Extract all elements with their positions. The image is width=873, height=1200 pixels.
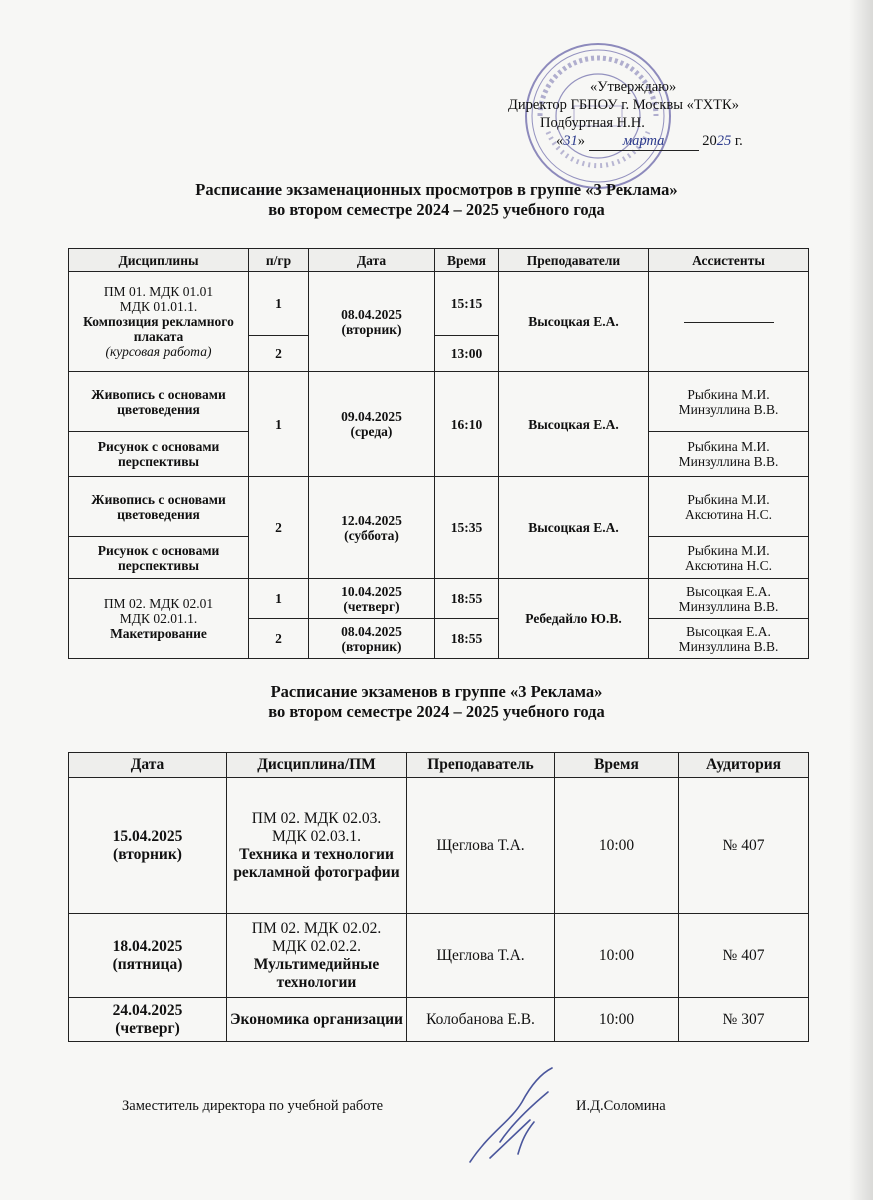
discipline-note: (курсовая работа) (105, 344, 212, 359)
date-cell (309, 477, 435, 579)
col-header: Преподаватели (499, 249, 649, 272)
assistant-cell (649, 537, 809, 579)
time-cell: 15:15 (435, 272, 499, 336)
date-value: 08.04.2025 (341, 623, 402, 639)
table-row (69, 272, 809, 336)
assistant-cell (649, 372, 809, 432)
date-month: марта (589, 132, 699, 151)
footer-name: И.Д.Соломина (576, 1098, 666, 1114)
group-cell: 1 (249, 372, 309, 477)
assistant-cell (649, 619, 809, 659)
blank-line (684, 322, 774, 323)
discipline-cell: Живопись с основами цветоведения (69, 372, 249, 432)
group-cell: 2 (249, 619, 309, 659)
approval-director: Директор ГБПОУ г. Москвы «ТХТК» (508, 97, 739, 113)
col-header: Аудитория (679, 753, 809, 778)
discipline-name: Техника и технологии рекламной фотографии (233, 845, 400, 881)
group-cell: 1 (249, 579, 309, 619)
group-cell: 2 (249, 477, 309, 579)
weekday-value: (вторник) (113, 845, 182, 863)
weekday-value: (вторник) (341, 638, 402, 654)
approval-name: Подбуртная Н.Н. (540, 115, 645, 131)
col-header: Время (555, 753, 679, 778)
exam-schedule-table (68, 752, 809, 1042)
exam-title-line1: Расписание экзаменов в группе «3 Реклама» (270, 682, 603, 701)
assistant-cell-empty (649, 272, 809, 372)
time-cell: 16:10 (435, 372, 499, 477)
assistant-name: Аксютина Н.С. (684, 506, 773, 522)
date-value: 09.04.2025 (341, 409, 402, 424)
teacher-cell: Высоцкая Е.А. (499, 372, 649, 477)
date-cell (309, 619, 435, 659)
assistant-name: Минзуллина В.В. (678, 454, 779, 469)
discipline-cell (69, 579, 249, 659)
time-cell: 18:55 (435, 579, 499, 619)
date-suffix: г. (734, 133, 743, 149)
assistant-name: Минзуллина В.В. (678, 638, 779, 654)
col-header: Ассистенты (649, 249, 809, 272)
assistant-name: Минзуллина В.В. (678, 598, 779, 614)
table-header-row (69, 753, 809, 778)
discipline-code: ПМ 02. МДК 02.01 (103, 596, 214, 611)
review-schedule-title (0, 180, 873, 220)
date-close-quote: » (577, 133, 585, 149)
date-cell (69, 914, 227, 998)
date-value: 12.04.2025 (341, 512, 402, 528)
weekday-value: (четверг) (343, 598, 400, 614)
date-value: 18.04.2025 (112, 937, 183, 955)
teacher-cell: Щеглова Т.А. (407, 778, 555, 914)
table-row (69, 998, 809, 1042)
date-open-quote: « (556, 133, 564, 149)
assistant-name: Высоцкая Е.А. (686, 623, 771, 639)
teacher-cell: Высоцкая Е.А. (499, 272, 649, 372)
table-row (69, 372, 809, 432)
discipline-cell: Рисунок с основами перспективы (69, 537, 249, 579)
review-schedule-table (68, 248, 809, 659)
table-row (69, 914, 809, 998)
discipline-cell: Экономика организации (227, 998, 407, 1042)
assistant-cell (649, 432, 809, 477)
table-row (69, 477, 809, 537)
assistant-name: Высоцкая Е.А. (686, 583, 771, 599)
date-cell (309, 272, 435, 372)
weekday-value: (пятница) (112, 955, 183, 973)
assistant-cell (649, 477, 809, 537)
col-header: Дата (309, 249, 435, 272)
date-cell (309, 579, 435, 619)
discipline-cell (227, 778, 407, 914)
room-cell: № 407 (679, 914, 809, 998)
time-cell: 13:00 (435, 336, 499, 372)
discipline-cell (227, 914, 407, 998)
group-cell: 1 (249, 272, 309, 336)
discipline-cell: Живопись с основами цветоведения (69, 477, 249, 537)
discipline-code: ПМ 02. МДК 02.02. (251, 919, 382, 937)
assistant-name: Минзуллина В.В. (678, 401, 779, 417)
discipline-subcode: МДК 02.03.1. (272, 827, 361, 845)
approval-date (500, 132, 800, 151)
col-header: п/гр (249, 249, 309, 272)
discipline-subcode: МДК 01.01.1. (119, 299, 198, 314)
date-year: 25 (716, 133, 732, 149)
date-value: 24.04.2025 (112, 1001, 183, 1019)
signature-mark (460, 1062, 580, 1172)
date-cell (69, 778, 227, 914)
discipline-cell: Рисунок с основами перспективы (69, 432, 249, 477)
discipline-cell (69, 272, 249, 372)
assistant-name: Рыбкина М.И. (687, 542, 770, 558)
approval-block (500, 78, 800, 151)
col-header: Дисциплина/ПМ (227, 753, 407, 778)
exam-schedule-title (0, 682, 873, 722)
discipline-name: Макетирование (110, 626, 207, 641)
time-cell: 18:55 (435, 619, 499, 659)
date-year-prefix: 20 (702, 133, 717, 149)
assistant-name: Рыбкина М.И. (687, 386, 770, 402)
discipline-name: Мультимедийные технологии (253, 955, 380, 991)
time-cell: 15:35 (435, 477, 499, 579)
room-cell: № 307 (679, 998, 809, 1042)
teacher-cell: Ребедайло Ю.В. (499, 579, 649, 659)
col-header: Время (435, 249, 499, 272)
time-cell: 10:00 (555, 998, 679, 1042)
date-cell (309, 372, 435, 477)
teacher-cell: Высоцкая Е.А. (499, 477, 649, 579)
group-cell: 2 (249, 336, 309, 372)
exam-title-line2: во втором семестре 2024 – 2025 учебного года (268, 702, 605, 721)
discipline-subcode: МДК 02.02.2. (272, 937, 361, 955)
discipline-code: ПМ 02. МДК 02.03. (251, 809, 382, 827)
table-row (69, 778, 809, 914)
review-title-line2: во втором семестре 2024 – 2025 учебного года (268, 200, 605, 219)
weekday-value: (суббота) (344, 527, 399, 543)
date-cell (69, 998, 227, 1042)
date-value: 10.04.2025 (341, 583, 402, 599)
assistant-cell (649, 579, 809, 619)
col-header: Дисциплины (69, 249, 249, 272)
discipline-subcode: МДК 02.01.1. (119, 611, 198, 626)
time-cell: 10:00 (555, 914, 679, 998)
assistant-name: Рыбкина М.И. (687, 439, 770, 454)
approval-heading: «Утверждаю» (590, 79, 677, 95)
date-day: 31 (563, 133, 578, 149)
date-value: 15.04.2025 (112, 827, 183, 845)
discipline-name: Композиция рекламного плаката (83, 314, 234, 344)
teacher-cell: Колобанова Е.В. (407, 998, 555, 1042)
discipline-code: ПМ 01. МДК 01.01 (103, 284, 214, 299)
col-header: Преподаватель (407, 753, 555, 778)
weekday-value: (четверг) (115, 1019, 180, 1037)
weekday-value: (среда) (350, 424, 393, 439)
weekday-value: (вторник) (341, 321, 402, 337)
assistant-name: Аксютина Н.С. (684, 557, 773, 573)
time-cell: 10:00 (555, 778, 679, 914)
review-title-line1: Расписание экзаменационных просмотров в группе «3 Реклама» (195, 180, 678, 199)
room-cell: № 407 (679, 778, 809, 914)
table-row (69, 579, 809, 619)
assistant-name: Рыбкина М.И. (687, 491, 770, 507)
date-value: 08.04.2025 (341, 306, 402, 322)
col-header: Дата (69, 753, 227, 778)
table-header-row (69, 249, 809, 272)
footer-position: Заместитель директора по учебной работе (122, 1098, 384, 1114)
teacher-cell: Щеглова Т.А. (407, 914, 555, 998)
